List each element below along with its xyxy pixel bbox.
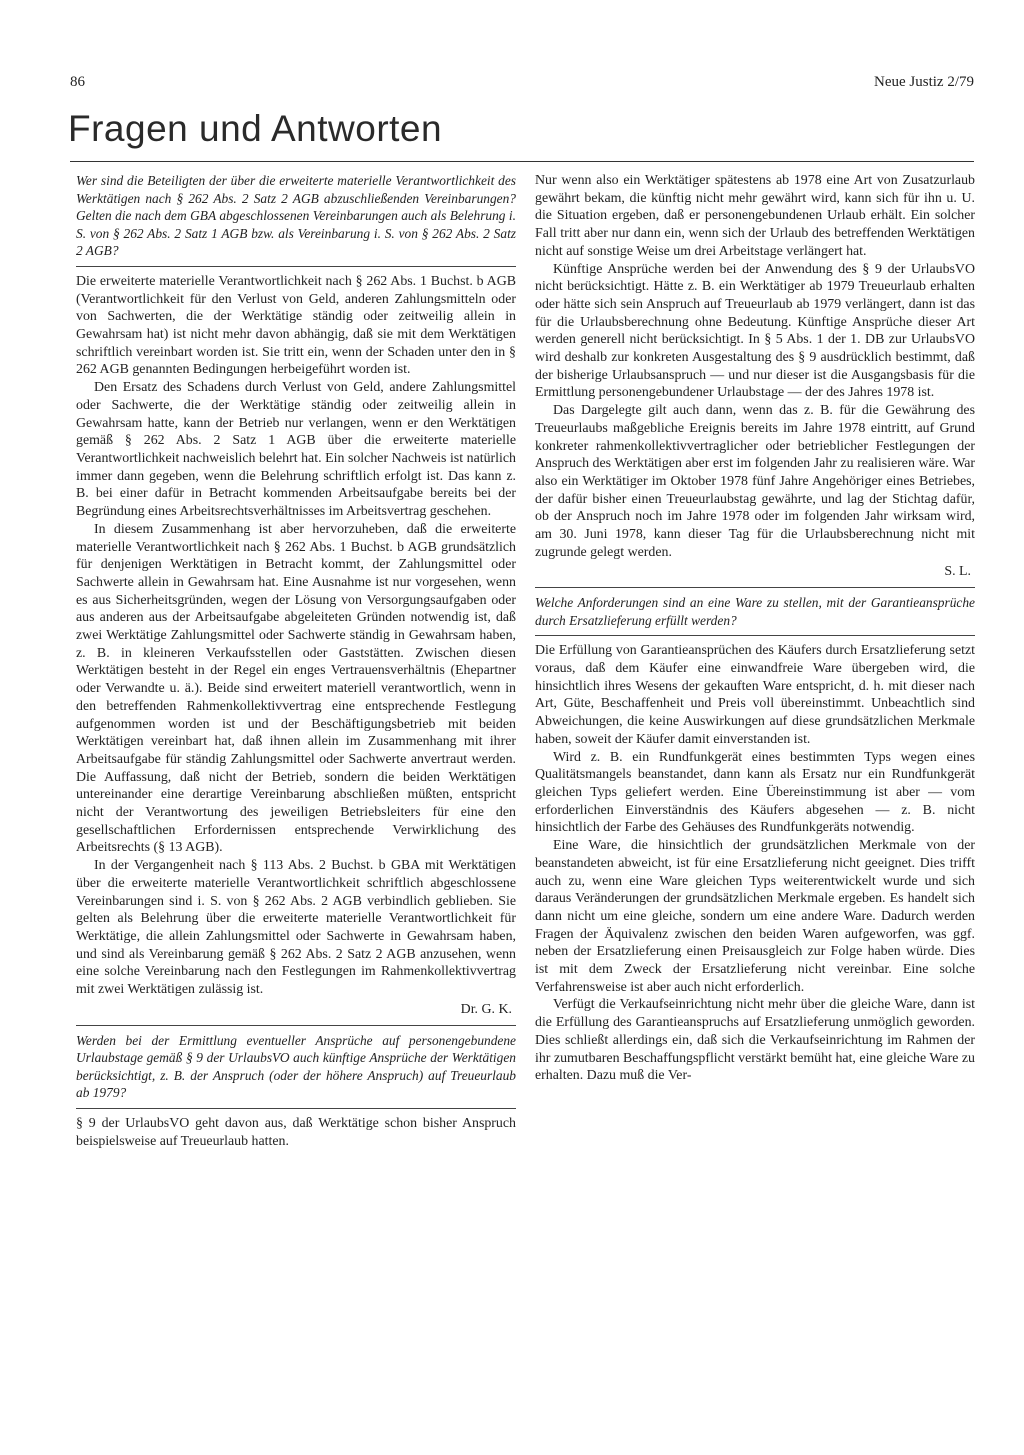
title-rule: [70, 161, 974, 162]
author-signature: S. L.: [944, 564, 971, 580]
answer-1-paragraph: Den Ersatz des Schadens durch Verlust von Geld, andere Zahlungsmittel oder Sachwerte, die der Werktätige ständig oder zeitweilig allein in Gewahrsam hatte, kann der Betrieb nur verlangen, wenn er den Werktätigen gemäß § 262 Abs. 2 Satz 1 AGB über die erweiterte materielle Verantwortlichkeit nachweislich belehrt hat. Ein solcher Nachweis ist natürlich immer dann gegeben, wenn die Belehrung schriftlich erfolgt ist. Das kann z. B. bei einer dafür in Betracht kommenden Arbeitsaufgabe bereits bei der Begründung eines Arbeitsrechtsverhältnisses im Arbeitsvertrag geschehen.: [76, 380, 516, 520]
question-divider: [76, 1108, 516, 1109]
answer-2-paragraph: Künftige Ansprüche werden bei der Anwendung des § 9 der UrlaubsVO nicht berücksichtigt. Hätte z. B. ein Werktätiger ab 1979 Treueurlaub erhalten oder hätte sich sein Anspruch auf Treueurlaub ab 1979 verlängert, dann ist das für die Urlaubsberechnung ohne Bedeutung. Künftige Ansprüche dieser Art werden generell nicht berücksichtigt. In § 5 Abs. 1 der 1. DB zur UrlaubsVO wird deshalb zur konkreten Ausgestaltung des § 9 ausdrücklich bestimmt, daß der bisherige Urlaubsanspruch — und nur dieser ist die Ausgangsbasis für die Ermittlung personengebundener Urlaubstage — der des Jahres 1978 ist.: [535, 261, 975, 401]
question-divider: [76, 1025, 516, 1026]
left-column: [76, 172, 516, 1150]
author-signature: Dr. G. K.: [460, 1001, 512, 1017]
answer-3-paragraph: Eine Ware, die hinsichtlich der grundsätzlichen Merkmale von der beanstandeten abweicht, ist für eine Ersatzlieferung nicht geeignet. Dies trifft auch zu, wenn eine Ware gleichen Typs weiterentwickelt wurde und sich daraus Veränderungen der grundsätzlichen Merkmale ergeben. Es handelt sich dann nicht um eine gleiche, sondern um eine andere Ware. Dadurch werden Fragen der Äquivalenz zwischen den beiden Waren aufgeworfen, was ggf. neben der Ersatzlieferung einen Preisausgleich zur Folge haben würde. Dies ist mit dem Zweck der Ersatzlieferung nicht vereinbar. Eine solche Verfahrensweise ist aber auch nicht erforderlich.: [535, 838, 975, 995]
question-1: Wer sind die Beteiligten der über die erweiterte materielle Verantwortlichkeit des Werktätigen nach § 262 Abs. 2 Satz 2 AGB abzuschließenden Vereinbarungen? Gelten die nach dem GBA abgeschlossenen Vereinbarungen auch als Belehrung i. S. von § 262 Abs. 2 Satz 1 AGB bzw. als Vereinbarung i. S. von § 262 Abs. 2 Satz 2 AGB?: [76, 173, 516, 259]
answer-2-paragraph: Nur wenn also ein Werktätiger spätestens ab 1978 eine Art von Zusatzurlaub gewährt bekam, die künftig nicht mehr gewährt wird, kann sich für ihn u. U. die Situation ergeben, daß er personengebundenen Urlaub erhält. Ein solcher Fall tritt aber nur dann ein, wenn sich der Urlaub des betreffenden Werktätigen nicht auf sonstige Weise um drei Arbeitstage verlängert hat.: [535, 173, 975, 259]
question-divider: [535, 587, 975, 588]
question-divider: [76, 266, 516, 267]
question-2: Werden bei der Ermittlung eventueller Ansprüche auf personengebundene Urlaubstage gemäß § 9 der UrlaubsVO auch künftige Ansprüche der Werktätigen berücksichtigt, z. B. der Anspruch (oder der höhere Anspruch) auf Treueurlaub ab 1979?: [76, 1032, 516, 1101]
answer-3-paragraph: Verfügt die Verkaufseinrichtung nicht mehr über die gleiche Ware, dann ist die Erfüllung des Garantieanspruchs auf Ersatzlieferung unmöglich geworden. Dies schließt allerdings ein, daß sich die Verkaufseinrichtung im Rahmen der ihr zumutbaren Beschaffungspflicht verstärkt bemüht hat, eine gleiche Ware zu erhalten. Dazu muß die Ver-: [535, 997, 975, 1084]
answer-1-paragraph: In diesem Zusammenhang ist aber hervorzuheben, daß die erweiterte materielle Verantwortlichkeit nach § 262 Abs. 1 Buchst. b AGB grundsätzlich für denjenigen Werktätigen in Betracht kommt, der Zahlungsmittel oder Sachwerte allein in Gewahrsam hat. Eine Ausnahme ist nur vorgesehen, wenn es aus Sicherheitsgründen, wegen der Lösung von Versorgungsaufgaben oder aus anderen aus der Arbeitsaufgabe abgeleiteten Gründen notwendig ist, daß zwei Werktätige Zahlungsmittel oder Sachwerte ständig in Gewahrsam haben, z. B. in kleineren Verkaufsstellen oder Gaststätten. Zwischen diesen Werktätigen besteht in der Regel ein enges Vertrauensverhältnis (Ehepartner oder Verwandte u. ä.). Beide sind erweitert materiell verantwortlich, wenn in den betreffenden Rahmenkollektivvertrag eine entsprechende Festlegung aufgenommen worden ist und der Beschäftigungsbetrieb mit beiden Werktätigen vereinbart hat, daß ihnen allein im Zusammenhang mit ihrer Arbeitsaufgabe für ständig Zahlungsmittel oder Sachwerte anvertraut werden. Die Auffassung, daß nicht der Betrieb, sondern die beiden Werktätigen untereinander eine derartige Vereinbarung abschließen müßten, entspricht nicht der Verantwortung des jeweiligen Betriebsleiters für eine den gesellschaftlichen Erfordernissen entsprechende Verwirklichung des Arbeitsrechts (§ 13 AGB).: [76, 521, 516, 856]
page-number: 86: [70, 74, 85, 90]
right-column: [535, 172, 975, 1085]
section-title: Fragen und Antworten: [68, 108, 443, 149]
page-header: [60, 74, 974, 94]
answer-2-paragraph: Das Dargelegte gilt auch dann, wenn das z. B. für die Gewährung des Treueurlaubs maßgebliche Ereignis bereits im Jahre 1978 eintritt, auf Grund konkreter rahmenkollektivvertraglicher oder betrieblicher Festlegungen der Anspruch des Werktätigen aber erst im folgenden Jahr zu realisieren wäre. War also ein Werktätiger im Oktober 1978 fünf Jahre Angehöriger eines Betriebes, der dafür bisher einen Treueurlaubstag gewährte, und lag der Stichtag dafür, ob der Anspruch noch im Jahre 1978 oder im folgenden Jahr wirksam wird, am 30. Juni 1978, kann dieser Tag für die Urlaubsberechnung nicht mit zugrunde gelegt werden.: [535, 403, 975, 560]
answer-1-paragraph: Die erweiterte materielle Verantwortlichkeit nach § 262 Abs. 1 Buchst. b AGB (Verantwortlichkeit für den Verlust von Geld, anderen Zahlungsmitteln oder von Sachwerten, die der Werktätige ständig oder zeitweilig allein in Gewahrsam hat) ist nicht mehr davon abhängig, daß sie mit dem Werktätigen schriftlich vereinbart worden ist. Sie tritt ein, wenn der Schaden unter den in § 262 AGB genannten Bedingungen herbeigeführt worden ist.: [76, 273, 516, 378]
answer-2-paragraph: § 9 der UrlaubsVO geht davon aus, daß Werktätige schon bisher Anspruch beispielsweise auf Treueurlaub hatten.: [76, 1115, 516, 1149]
answer-3-paragraph: Wird z. B. ein Rundfunkgerät eines bestimmten Typs wegen eines Qualitätsmangels beanstandet, dann kann als Ersatz nur ein Rundfunkgerät gleichen Typs geliefert werden. Eine Übereinstimmung ist aber — vom erforderlichen Einverständnis des Käufers abgesehen — z. B. nicht hinsichtlich der Farbe des Gehäuses des Rundfunkgeräts notwendig.: [535, 749, 975, 836]
journal-issue: Neue Justiz 2/79: [874, 74, 974, 90]
answer-3-paragraph: Die Erfüllung von Garantieansprüchen des Käufers durch Ersatzlieferung setzt voraus, daß dem Käufer eine einwandfreie Ware übergeben wird, die hinsichtlich ihres Wesens der gekauften Ware entspricht, d. h. mit dieser nach Art, Güte, Beschaffenheit und Preis voll übereinstimmt. Unbeachtlich sind Abweichungen, die keine Auswirkungen auf diese grundsätzlichen Merkmale haben, soweit der Käufer damit einverstanden ist.: [535, 643, 975, 747]
question-divider: [535, 635, 975, 636]
question-3: Welche Anforderungen sind an eine Ware zu stellen, mit der Garantieansprüche durch Ersatzlieferung erfüllt werden?: [535, 595, 975, 628]
answer-1-paragraph: In der Vergangenheit nach § 113 Abs. 2 Buchst. b GBA mit Werktätigen über die erweiterte materielle Verantwortlichkeit schriftlich abgeschlossene Vereinbarungen sind i. S. von § 262 Abs. 2 AGB verbindlich geblieben. Sie gelten als Belehrung über die erweiterte materielle Verantwortlichkeit für Werktätige, die allein Zahlungsmittel oder Sachwerte in Gewahrsam haben, und sind als Vereinbarung gemäß § 262 Abs. 2 Satz 2 AGB anzusehen, wenn eine solche Vereinbarung nach den Festlegungen im Rahmenkollektivvertrag mit zwei Werktätigen zulässig ist.: [76, 858, 516, 998]
